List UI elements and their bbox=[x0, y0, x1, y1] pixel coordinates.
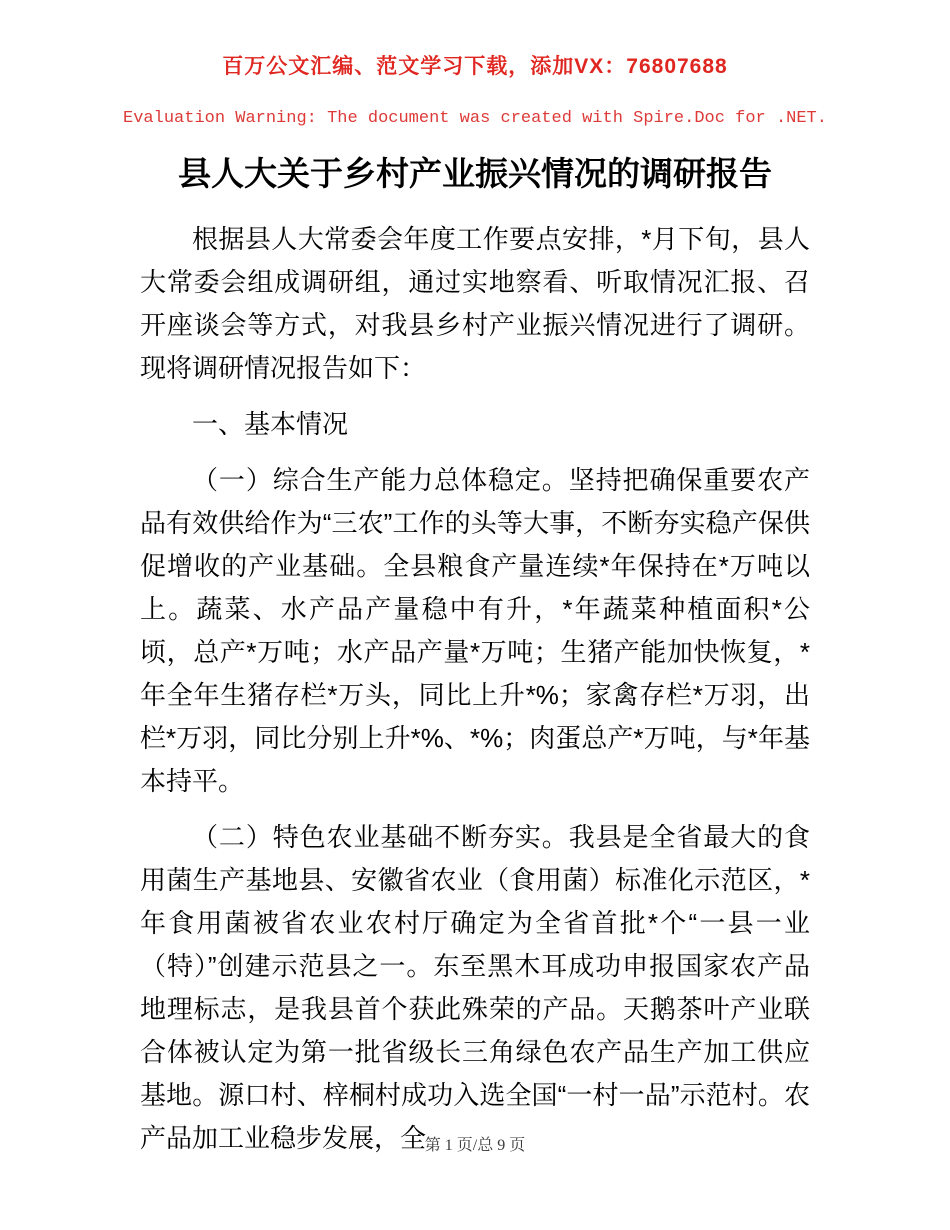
section-heading-basic-situation: 一、基本情况 bbox=[192, 409, 349, 440]
document-body bbox=[140, 218, 810, 1160]
paragraph-special-agriculture: （二）特色农业基础不断夯实。我县是全省最大的食用菌生产基地县、安徽省农业（食用菌）标准化示范区，*年食用菌被省农业农村厅确定为全省首批*个“一县一业（特）”创建示范县之一。东至黑木耳成功申报国家农产品地理标志，是我县首个获此殊荣的产品。天鹅茶叶产业联合体被认定为第一批省级长三角绿色农产品生产加工供应基地。源口村、梓桐村成功入选全国“一村一品”示范村。农产品加工业稳步发展，全 bbox=[140, 822, 810, 1154]
evaluation-warning: Evaluation Warning: The document was created with Spire.Doc for .NET. bbox=[123, 109, 827, 128]
page-number-footer: 第 1 页/总 9 页 bbox=[424, 1137, 526, 1154]
paragraph-production-capacity: （一）综合生产能力总体稳定。坚持把确保重要农产品有效供给作为“三农”工作的头等大事，不断夯实稳产保供促增收的产业基础。全县粮食产量连续*年保持在*万吨以上。蔬菜、水产品产量稳中有升，*年蔬菜种植面积*公顷，总产*万吨；水产品产量*万吨；生猪产能加快恢复，*年全年生猪存栏*万头，同比上升*%；家禽存栏*万羽，出栏*万羽，同比分别上升*%、*%；肉蛋总产*万吨，与*年基本持平。 bbox=[140, 465, 810, 797]
paragraph-intro: 根据县人大常委会年度工作要点安排，*月下旬，县人大常委会组成调研组，通过实地察看、听取情况汇报、召开座谈会等方式，对我县乡村产业振兴情况进行了调研。现将调研情况报告如下： bbox=[140, 224, 810, 384]
promo-banner: 百万公文汇编、范文学习下载，添加VX：76807688 bbox=[222, 55, 728, 78]
document-title: 县人大关于乡村产业振兴情况的调研报告 bbox=[178, 155, 772, 192]
